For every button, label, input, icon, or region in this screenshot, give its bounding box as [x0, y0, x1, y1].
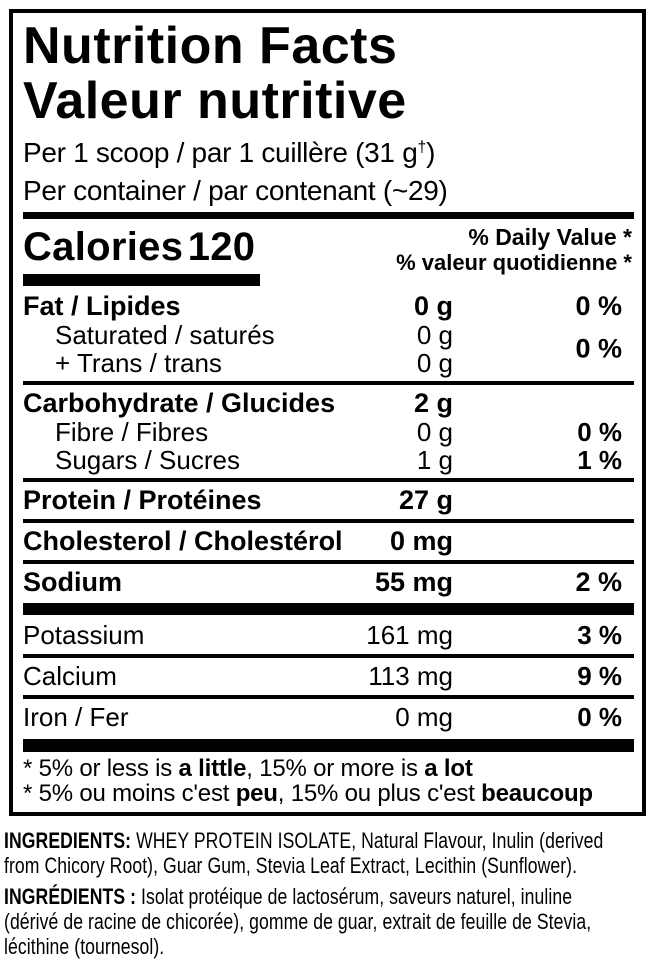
nutrient-name: Fibre / Fibres	[55, 417, 209, 447]
nutrient-amount: 161 mg	[366, 620, 453, 650]
nutrient-row-trans	[23, 349, 634, 377]
saturated-trans-group	[23, 321, 634, 377]
nutrition-facts-label	[9, 9, 646, 816]
servings-per-container-line: Per container / par contenant (~29)	[23, 175, 448, 206]
nutrient-daily-value: 0 %	[577, 417, 622, 447]
nutrient-name: Potassium	[23, 620, 145, 650]
ingredients-line	[4, 828, 655, 853]
nutrient-amount: 27 g	[398, 485, 453, 515]
daily-value-heading-en: % Daily Value *	[468, 224, 632, 250]
ingredients-line	[4, 884, 655, 909]
ingredients-label: INGREDIENTS:	[4, 828, 132, 853]
nutrient-amount: 0 g	[416, 320, 453, 350]
nutrient-amount: 2 g	[413, 388, 453, 418]
footnote-french	[23, 781, 634, 806]
nutrient-row-fat	[23, 291, 634, 321]
serving-size-close: )	[426, 137, 436, 168]
separator-rule	[23, 478, 634, 482]
nutrient-row-cholesterol	[23, 526, 634, 556]
footnote-bold-text: peu	[235, 780, 278, 807]
separator-rule	[23, 381, 634, 385]
nutrient-amount: 0 g	[413, 291, 453, 321]
nutrient-name: Carbohydrate / Glucides	[23, 388, 336, 418]
title-french: Valeur nutritive	[23, 72, 407, 130]
nutrient-amount: 113 mg	[368, 661, 453, 691]
nutrient-name: Calcium	[23, 661, 117, 691]
nutrient-name: Sodium	[23, 567, 122, 597]
nutrient-amount: 0 g	[416, 348, 453, 378]
ingredients-french	[4, 884, 655, 959]
ingredients-line: from Chicory Root), Guar Gum, Stevia Leaf Extract, Lecithin (Sunflower).	[4, 853, 578, 878]
ingredients-text: Isolat protéique de lactosérum, saveurs naturel, inuline	[136, 884, 573, 909]
nutrient-name: + Trans / trans	[55, 348, 222, 378]
separator-rule	[23, 654, 634, 658]
nutrient-row-protein	[23, 485, 634, 515]
nutrient-name: Saturated / saturés	[55, 320, 275, 350]
nutrient-row-calcium	[23, 661, 634, 691]
daily-value-heading-fr: % valeur quotidienne *	[396, 250, 632, 275]
calories-underline-bar	[23, 274, 260, 286]
footnote-bold-text: a little	[178, 755, 247, 782]
nutrient-name: Sugars / Sucres	[55, 445, 240, 475]
footnote-text: , 15% ou plus c'est	[277, 780, 482, 807]
header-separator-rule	[23, 212, 634, 219]
thick-divider-bar	[23, 739, 634, 752]
nutrient-row-sugars	[23, 446, 634, 474]
nutrient-amount: 55 mg	[374, 567, 453, 597]
nutrient-row-saturated	[23, 321, 634, 349]
title-english: Nutrition Facts	[23, 17, 398, 75]
nutrient-daily-value: 1 %	[577, 445, 622, 475]
nutrient-daily-value: 9 %	[577, 661, 622, 691]
footnote-english	[23, 756, 634, 781]
serving-size-text: Per 1 scoop / par 1 cuillère (31 g	[23, 137, 418, 168]
separator-rule	[23, 560, 634, 564]
nutrient-row-potassium	[23, 620, 634, 650]
calories-label: Calories	[23, 225, 184, 269]
nutrient-amount: 1 g	[416, 445, 453, 475]
ingredients-english	[4, 828, 655, 878]
calories-section	[23, 224, 634, 275]
serving-size-line	[23, 136, 634, 174]
nutrient-daily-value: 0 %	[577, 702, 622, 732]
nutrient-name: Cholesterol / Cholestérol	[23, 526, 343, 556]
ingredients-line: (dérivé de racine de chicorée), gomme de guar, extrait de feuille de Stevia,	[4, 909, 592, 934]
nutrient-row-carbohydrate	[23, 388, 634, 418]
nutrient-name: Protein / Protéines	[23, 485, 262, 515]
nutrient-daily-value: 2 %	[575, 567, 622, 597]
footnote-bold-text: a lot	[424, 755, 473, 782]
nutrient-name: Fat / Lipides	[23, 291, 181, 321]
nutrient-daily-value: 3 %	[577, 620, 622, 650]
separator-rule	[23, 695, 634, 699]
footnote-text: * 5% or less is	[23, 755, 179, 782]
footnote-text: * 5% ou moins c'est	[23, 780, 236, 807]
footnote-bold-text: beaucoup	[481, 780, 593, 807]
thick-divider-bar	[23, 603, 634, 615]
ingredients-label: INGRÉDIENTS :	[4, 884, 137, 909]
nutrient-amount: 0 g	[416, 417, 453, 447]
ingredients-line: lécithine (tournesol).	[4, 934, 165, 959]
separator-rule	[23, 519, 634, 523]
nutrient-amount: 0 mg	[395, 702, 453, 732]
dagger-symbol: †	[417, 139, 427, 156]
ingredients-text: WHEY PROTEIN ISOLATE, Natural Flavour, Inulin (derived	[131, 828, 604, 853]
nutrient-amount: 0 mg	[389, 526, 453, 556]
daily-value-heading	[396, 225, 632, 275]
nutrient-row-fibre	[23, 418, 634, 446]
saturated-trans-daily-value: 0 %	[575, 333, 622, 364]
nutrient-row-iron	[23, 702, 634, 732]
calories-value: 120	[187, 225, 256, 269]
nutrient-daily-value: 0 %	[575, 291, 622, 321]
nutrient-row-sodium	[23, 567, 634, 597]
nutrient-name: Iron / Fer	[23, 702, 129, 732]
footnote-text: , 15% or more is	[246, 755, 425, 782]
